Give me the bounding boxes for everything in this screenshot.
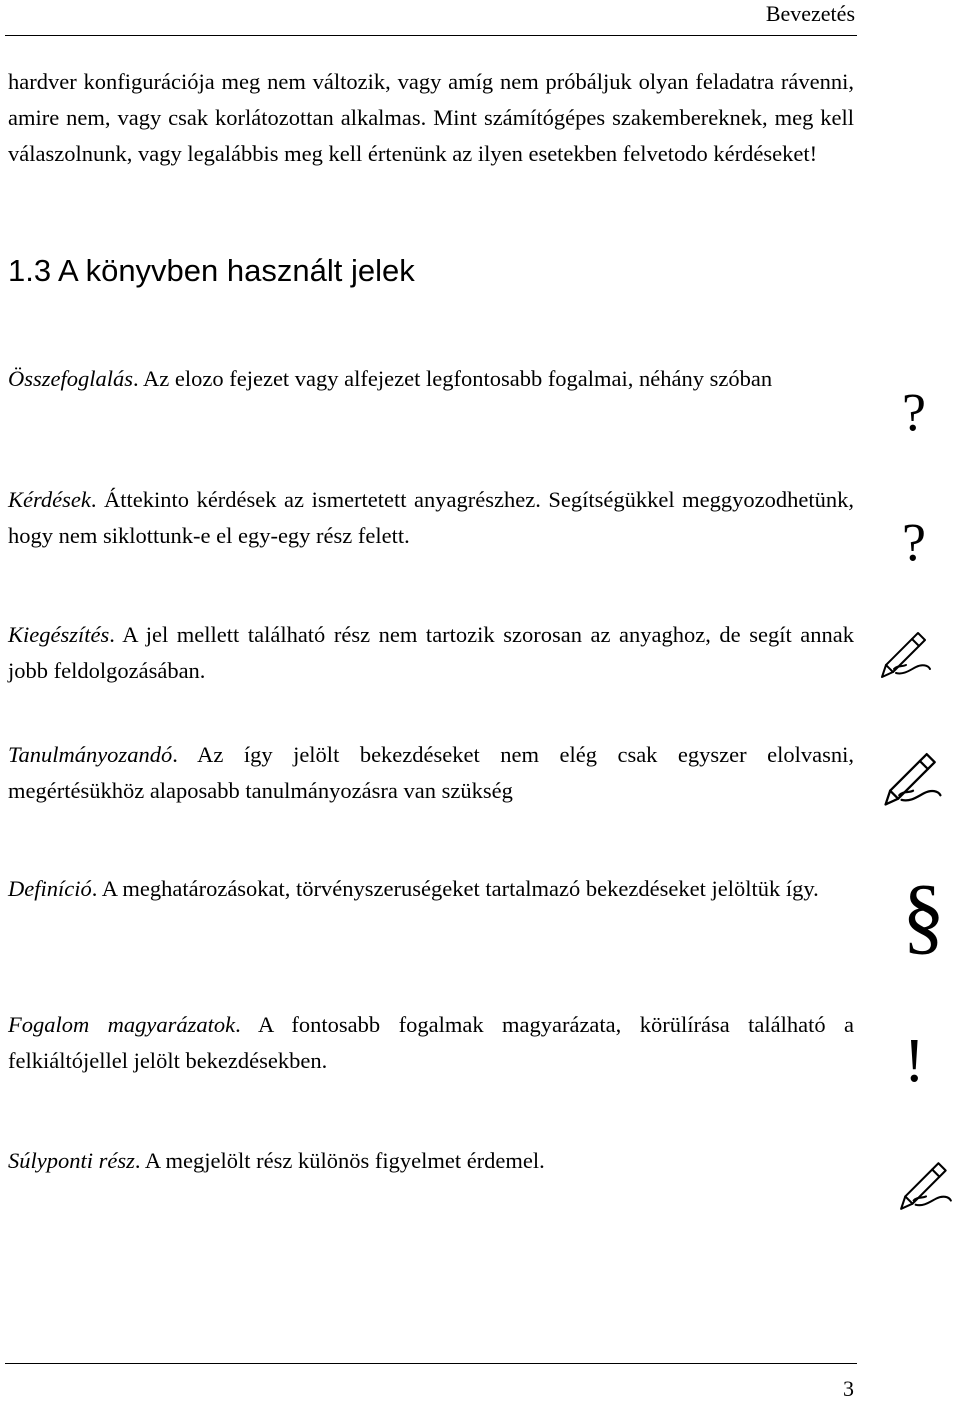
question-mark-icon: ? bbox=[902, 382, 926, 442]
legend-term: Súlyponti rész bbox=[8, 1148, 135, 1173]
section-sign-icon: § bbox=[902, 867, 945, 963]
footer-divider bbox=[5, 1363, 857, 1364]
question-mark-icon: ? bbox=[902, 512, 926, 572]
writing-hand-icon bbox=[876, 625, 936, 681]
legend-item-concepts bbox=[8, 1007, 854, 1079]
legend-term: Definíció bbox=[8, 876, 92, 901]
legend-item-supplement bbox=[8, 617, 854, 689]
legend-description: . A megjelölt rész különös figyelmet érdemel. bbox=[134, 1148, 545, 1173]
section-heading: 1.3 A könyvben használt jelek bbox=[8, 253, 415, 288]
page-number: 3 bbox=[843, 1376, 854, 1401]
legend-description: . A fontosabb fogalmak magyarázata, körülírása található a felkiáltójellel jelölt bekezdésekben. bbox=[8, 1012, 854, 1073]
legend-item-definition bbox=[8, 871, 854, 907]
running-header-title: Bevezetés bbox=[765, 1, 855, 26]
writing-hand-icon bbox=[876, 745, 950, 809]
legend-item-study bbox=[8, 737, 854, 809]
legend-description: . A jel mellett található rész nem tartozik szorosan az anyaghoz, de segít annak jobb feldolgozásában. bbox=[8, 622, 854, 683]
legend-description: . A meghatározásokat, törvényszeruségeket tartalmazó bekezdéseket jelöltük így. bbox=[91, 876, 819, 901]
legend-term: Összefoglalás bbox=[8, 366, 134, 391]
legend-item-key-part bbox=[8, 1143, 854, 1179]
header-divider bbox=[5, 35, 857, 36]
legend-description: . Az így jelölt bekezdéseket nem elég csak egyszer elolvasni, megértésükhöz alaposabb tanulmányozásra van szükség bbox=[8, 742, 854, 803]
legend-term: Kérdések bbox=[8, 487, 91, 512]
writing-hand-icon bbox=[894, 1155, 958, 1213]
legend-term: Tanulmányozandó bbox=[8, 742, 173, 767]
exclamation-mark-icon: ! bbox=[904, 1027, 925, 1095]
legend-item-summary bbox=[8, 361, 843, 397]
legend-description: . Áttekinto kérdések az ismertetett anyagrészhez. Segítségükkel meggyozodhetünk, hogy nem siklottunk-e el egy-egy rész felett. bbox=[8, 487, 854, 548]
intro-paragraph: hardver konfigurációja meg nem változik, vagy amíg nem próbáljuk olyan feladatra rávenni, amire nem, vagy csak korlátozottan alkalmas. Mint számítógépes szakembereknek, meg kell válaszolnunk, vagy legalábbis meg kell értenünk az ilyen esetekben felvetodo kérdéseket! bbox=[8, 69, 854, 166]
legend-term: Fogalom magyarázatok bbox=[8, 1012, 236, 1037]
legend-item-questions bbox=[8, 482, 854, 554]
legend-description: . Az elozo fejezet vagy alfejezet legfontosabb fogalmai, néhány szóban bbox=[133, 366, 773, 391]
legend-term: Kiegészítés bbox=[8, 622, 110, 647]
